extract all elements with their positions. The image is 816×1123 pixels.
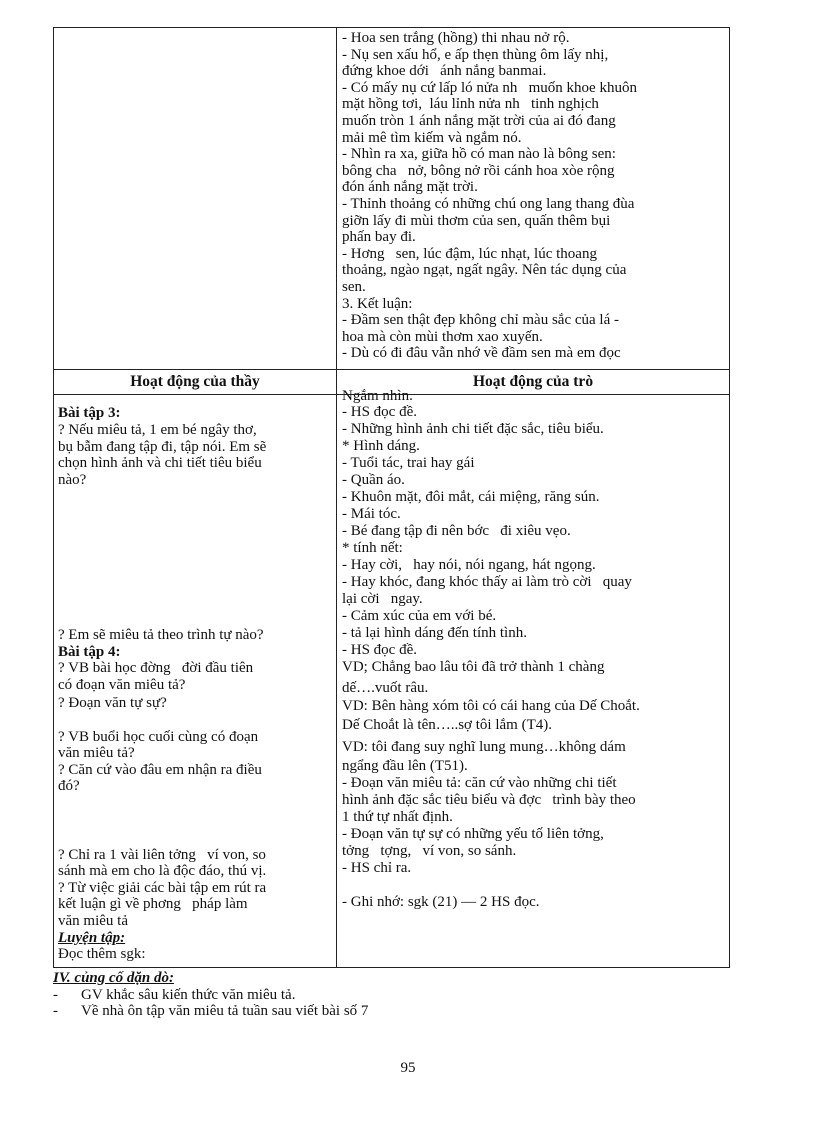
text-line: ? Em sẽ miêu tả theo trình tự nào? (58, 627, 264, 643)
text-line: sánh mà em cho là độc đáo, thú vị. (58, 863, 267, 879)
bullet-item: - GV khắc sâu kiến thức văn miêu tả. (53, 986, 296, 1003)
text-line: - tả lại hình dáng đến tính tình. (342, 625, 527, 641)
text-line: bụ bẫm đang tập đi, tập nói. Em sẽ (58, 439, 267, 455)
text-line: ? Căn cứ vào đâu em nhận ra điều (58, 762, 262, 778)
text-line: giỡn lấy đi mùi thơm của sen, quấn thêm bụi (342, 212, 611, 229)
column-divider (336, 28, 337, 967)
teacher-column (58, 28, 334, 967)
text-line: hình ảnh đặc sắc tiêu biểu và đợc trình bày theo (342, 792, 636, 808)
text-line: đó? (58, 778, 80, 794)
section-title: IV. củng cố dặn dò: (53, 970, 174, 986)
text-line: muốn tròn 1 ánh nắng mặt trời của ai đó đang (342, 112, 616, 129)
lesson-table (53, 27, 730, 968)
text-line: Bài tập 3: (58, 405, 121, 421)
text-line: 1 thứ tự nhất định. (342, 809, 453, 825)
text-line: lại cời ngay. (342, 591, 423, 607)
text-line: ? Từ việc giải các bài tập em rút ra (58, 880, 267, 896)
text-line: Đọc thêm sgk: (58, 946, 146, 962)
text-line: - Tuổi tác, trai hay gái (342, 455, 475, 471)
text-line: - Dù có đi đâu vẫn nhớ về đầm sen mà em đọc (342, 345, 621, 362)
text-line: - Đầm sen thật đẹp không chỉ màu sắc của lá - (342, 312, 619, 329)
text-line: có đoạn văn miêu tả? (58, 677, 186, 693)
text-line: chọn hình ảnh và chi tiết tiêu biểu (58, 455, 262, 471)
text-line: đứng khoe dới ánh nắng banmai. (342, 63, 547, 80)
text-line: ? VB buổi học cuối cùng có đoạn (58, 729, 259, 745)
closing-section (53, 970, 368, 1020)
text-line: - Có mấy nụ cứ lấp ló nửa nh muốn khoe khuôn (342, 79, 637, 96)
text-line: ? Nếu miêu tả, 1 em bé ngây thơ, (58, 422, 257, 438)
text-line: - HS đọc đề. (342, 404, 417, 420)
text-line: - Nụ sen xấu hổ, e ấp thẹn thùng ôm lấy nhị, (342, 46, 609, 63)
text-line: bông cha nở, bông nở rồi cánh hoa xòe rộng (342, 162, 615, 179)
text-line: ? Chỉ ra 1 vài liên tởng ví von, so (58, 847, 266, 863)
text-line: Dế Choắt là tên…..sợ tôi lắm (T4). (342, 717, 552, 733)
text-line: thoảng, ngào ngạt, ngất ngây. Nên tác dụng của (342, 262, 627, 279)
teacher-column-header: Hoạt động của thầy (130, 373, 260, 390)
text-line: Luyện tập: (58, 930, 126, 946)
text-line: - Đoạn văn tự sự có những yếu tố liên tởng, (342, 826, 604, 842)
text-line: ngẩng đầu lên (T51). (342, 758, 468, 774)
text-line: - HS đọc đề. (342, 642, 417, 658)
text-line: - Mái tóc. (342, 506, 401, 522)
text-line: - Những hình ảnh chi tiết đặc sắc, tiêu biểu. (342, 421, 604, 437)
text-line: mặt hồng tơi, láu lỉnh nửa nh tinh nghịch (342, 96, 599, 113)
text-line: - Ghi nhớ: sgk (21) — 2 HS đọc. (342, 894, 540, 910)
bullet-item: - Về nhà ôn tập văn miêu tả tuần sau viết bài số 7 (53, 1003, 369, 1020)
text-line: - Khuôn mặt, đôi mắt, cái miệng, răng sún. (342, 489, 600, 505)
text-line: - Hơng sen, lúc đậm, lúc nhạt, lúc thoang (342, 245, 597, 262)
text-line: VD: tôi đang suy nghĩ lung mung…không dám (342, 739, 626, 755)
text-line: sen. (342, 278, 366, 295)
text-line: ? VB bài học đờng đời đầu tiên (58, 660, 254, 676)
page-number: 95 (400, 1060, 416, 1076)
student-column-header: Hoạt động của trò (472, 373, 594, 390)
text-line: dế….vuốt râu. (342, 680, 429, 696)
text-line: phấn bay đi. (342, 229, 416, 246)
text-line: nào? (58, 472, 87, 488)
text-line: - Bé đang tập đi nên bớc đi xiêu vẹo. (342, 523, 571, 539)
text-line: * tính nết: (342, 540, 403, 556)
text-line: - Thỉnh thoảng có những chú ong lang thang đùa (342, 195, 635, 212)
text-line: - Nhìn ra xa, giữa hồ có man nào là bông sen: (342, 146, 616, 163)
text-line: * Hình dáng. (342, 438, 420, 454)
text-line: Bài tập 4: (58, 644, 121, 660)
text-line: - Hay cời, hay nói, nói ngang, hát ngọng. (342, 557, 596, 573)
text-line: VD: Bên hàng xóm tôi có cái hang của Dế Choắt. (342, 698, 640, 714)
text-line: - Cảm xúc của em với bé. (342, 608, 497, 624)
text-line: - Hoa sen trắng (hồng) thi nhau nở rộ. (342, 30, 570, 46)
text-line: - Hay khóc, đang khóc thấy ai làm trò cời quay (342, 574, 632, 590)
student-column (342, 28, 728, 967)
text-line: Ngắm nhìn. (342, 388, 413, 404)
text-line: đón ánh nắng mặt trời. (342, 179, 478, 196)
text-line: hoa mà còn mùi thơm xao xuyến. (342, 328, 543, 345)
text-line: - Đoạn văn miêu tả: căn cứ vào những chi tiết (342, 775, 617, 791)
text-line: ? Đoạn văn tự sự? (58, 695, 167, 711)
text-line: - HS chỉ ra. (342, 860, 412, 876)
text-line: kết luận gì về phơng pháp làm (58, 896, 248, 912)
text-line: văn miêu tả? (58, 745, 135, 761)
text-line: mải mê tìm kiếm và ngắm nó. (342, 129, 522, 146)
text-line: tởng tợng, ví von, so sánh. (342, 843, 517, 859)
text-line: - Quần áo. (342, 472, 405, 488)
text-line: văn miêu tả (58, 913, 128, 929)
text-line: VD; Chẳng bao lâu tôi đã trở thành 1 chàng (342, 659, 605, 675)
text-line: 3. Kết luận: (342, 295, 413, 312)
